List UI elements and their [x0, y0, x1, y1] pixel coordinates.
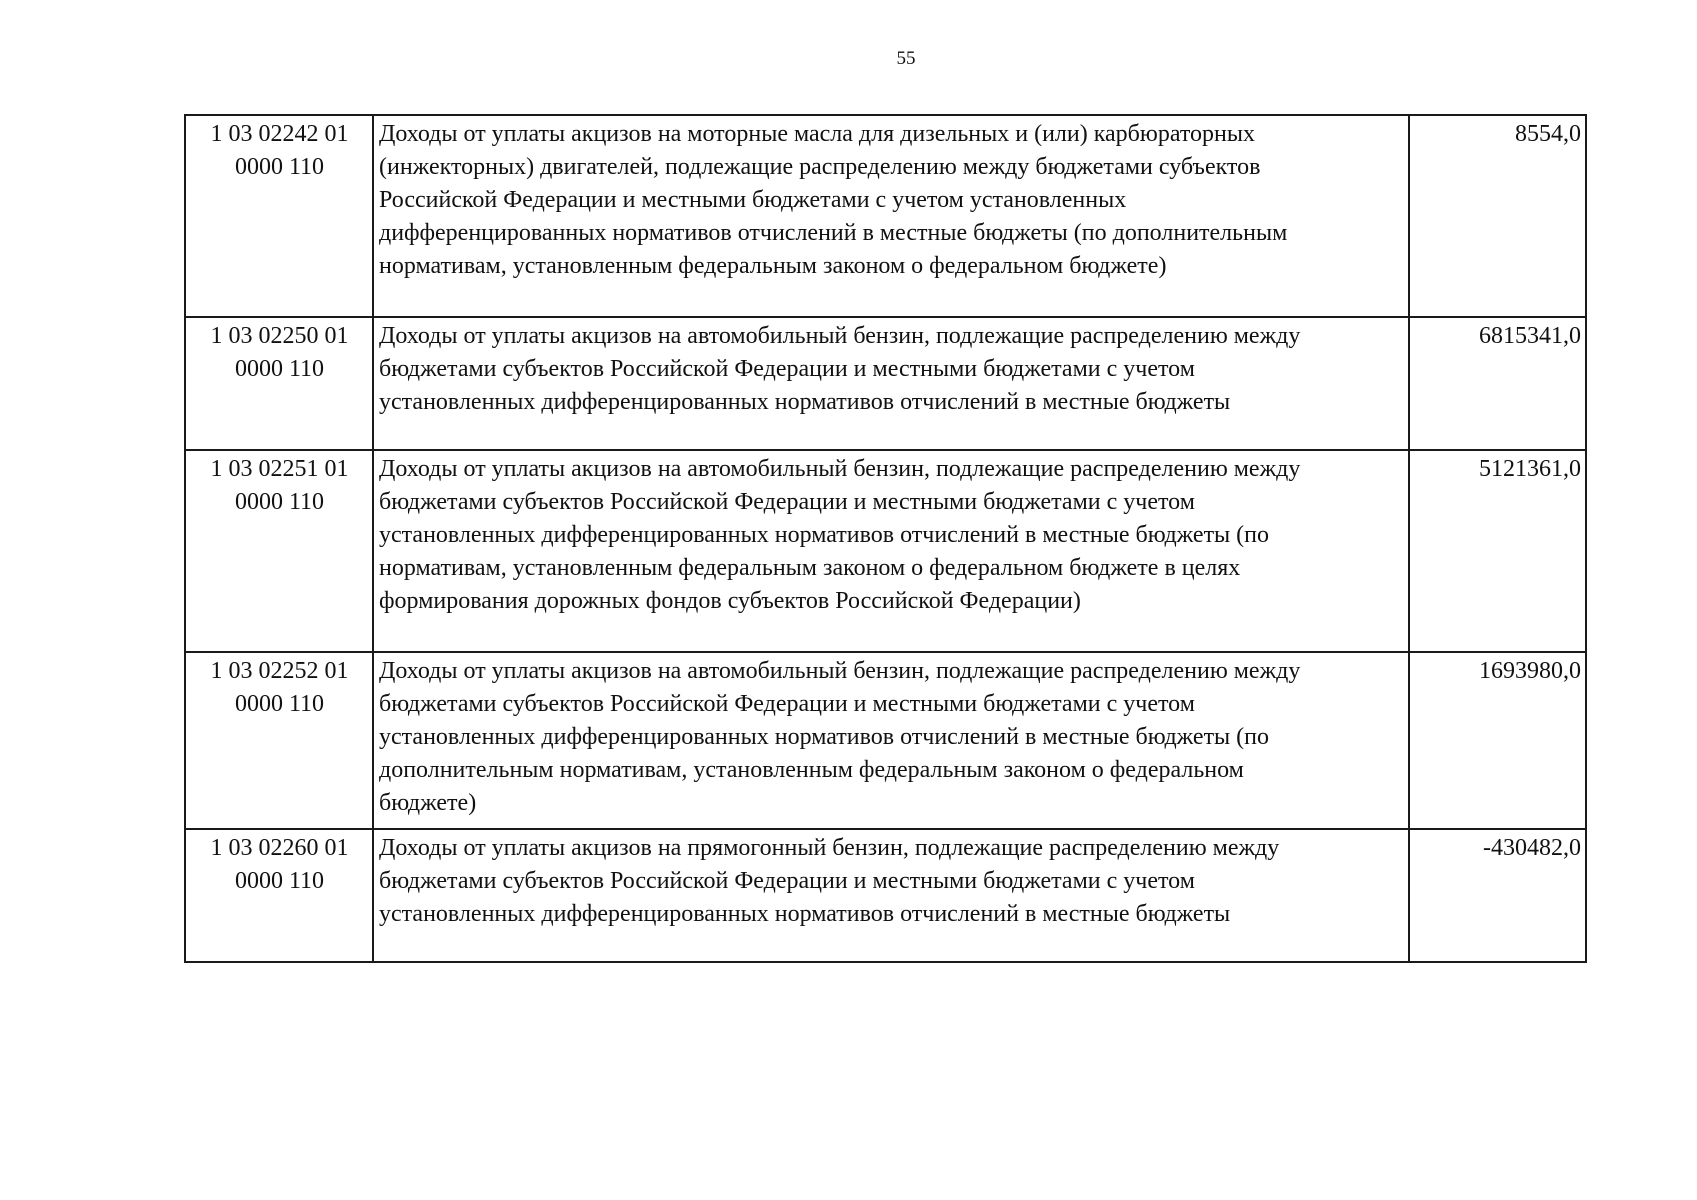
amount-cell: 8554,0: [1409, 115, 1586, 317]
budget-code-cell: [185, 829, 373, 962]
description-line: Доходы от уплаты акцизов на автомобильный бензин, подлежащие распределению между: [379, 323, 1301, 349]
budget-code-line: 0000 110: [234, 691, 325, 717]
budget-code-line: 1 03 02250 01: [210, 323, 349, 349]
description-line: установленных дифференцированных нормативов отчислений в местные бюджеты (по: [379, 522, 1270, 548]
description-cell: [373, 652, 1409, 829]
table-row: [185, 317, 1586, 450]
description-line: Доходы от уплаты акцизов на моторные масла для дизельных и (или) карбюраторных: [379, 121, 1255, 147]
table-row: [185, 829, 1586, 962]
description-line: (инжекторных) двигателей, подлежащие распределению между бюджетами субъектов: [379, 154, 1261, 180]
budget-code-cell: [185, 652, 373, 829]
description-cell: [373, 317, 1409, 450]
budget-code-line: 1 03 02252 01: [210, 658, 349, 684]
description-line: бюджетами субъектов Российской Федерации и местными бюджетами с учетом: [379, 356, 1195, 382]
description-line: установленных дифференцированных нормативов отчислений в местные бюджеты: [379, 901, 1231, 927]
budget-code-line: 1 03 02242 01: [210, 121, 349, 147]
description-line: бюджетами субъектов Российской Федерации и местными бюджетами с учетом: [379, 489, 1195, 515]
budget-code-line: 1 03 02260 01: [210, 835, 349, 861]
table-row: [185, 652, 1586, 829]
description-line: Доходы от уплаты акцизов на прямогонный бензин, подлежащие распределению между: [379, 835, 1280, 861]
table-row: [185, 115, 1586, 317]
budget-code-cell: [185, 317, 373, 450]
description-cell: [373, 115, 1409, 317]
amount-cell: 6815341,0: [1409, 317, 1586, 450]
revenue-table: [184, 114, 1587, 963]
description-line: нормативам, установленным федеральным законом о федеральном бюджете): [379, 253, 1167, 279]
description-line: бюджетами субъектов Российской Федерации и местными бюджетами с учетом: [379, 868, 1195, 894]
budget-code-cell: [185, 115, 373, 317]
description-line: бюджете): [379, 790, 477, 816]
description-cell: [373, 829, 1409, 962]
description-line: формирования дорожных фондов субъектов Российской Федерации): [379, 588, 1081, 614]
description-line: нормативам, установленным федеральным законом о федеральном бюджете в целях: [379, 555, 1241, 581]
amount-cell: 1693980,0: [1409, 652, 1586, 829]
description-line: Доходы от уплаты акцизов на автомобильный бензин, подлежащие распределению между: [379, 456, 1301, 482]
description-line: Доходы от уплаты акцизов на автомобильный бензин, подлежащие распределению между: [379, 658, 1301, 684]
amount-cell: -430482,0: [1409, 829, 1586, 962]
budget-code-cell: [185, 450, 373, 652]
budget-code-line: 0000 110: [234, 154, 325, 180]
budget-code-line: 0000 110: [234, 356, 325, 382]
description-line: установленных дифференцированных нормативов отчислений в местные бюджеты (по: [379, 724, 1270, 750]
table-row: [185, 450, 1586, 652]
budget-code-line: 1 03 02251 01: [210, 456, 349, 482]
description-line: Российской Федерации и местными бюджетами с учетом установленных: [379, 187, 1127, 213]
description-line: дифференцированных нормативов отчислений в местные бюджеты (по дополнительным: [379, 220, 1288, 246]
description-line: установленных дифференцированных нормативов отчислений в местные бюджеты: [379, 389, 1231, 415]
budget-code-line: 0000 110: [234, 868, 325, 894]
description-cell: [373, 450, 1409, 652]
description-line: дополнительным нормативам, установленным федеральным законом о федеральном: [379, 757, 1244, 783]
description-line: бюджетами субъектов Российской Федерации и местными бюджетами с учетом: [379, 691, 1195, 717]
amount-cell: 5121361,0: [1409, 450, 1586, 652]
budget-code-line: 0000 110: [234, 489, 325, 515]
page-number: 55: [896, 48, 916, 69]
